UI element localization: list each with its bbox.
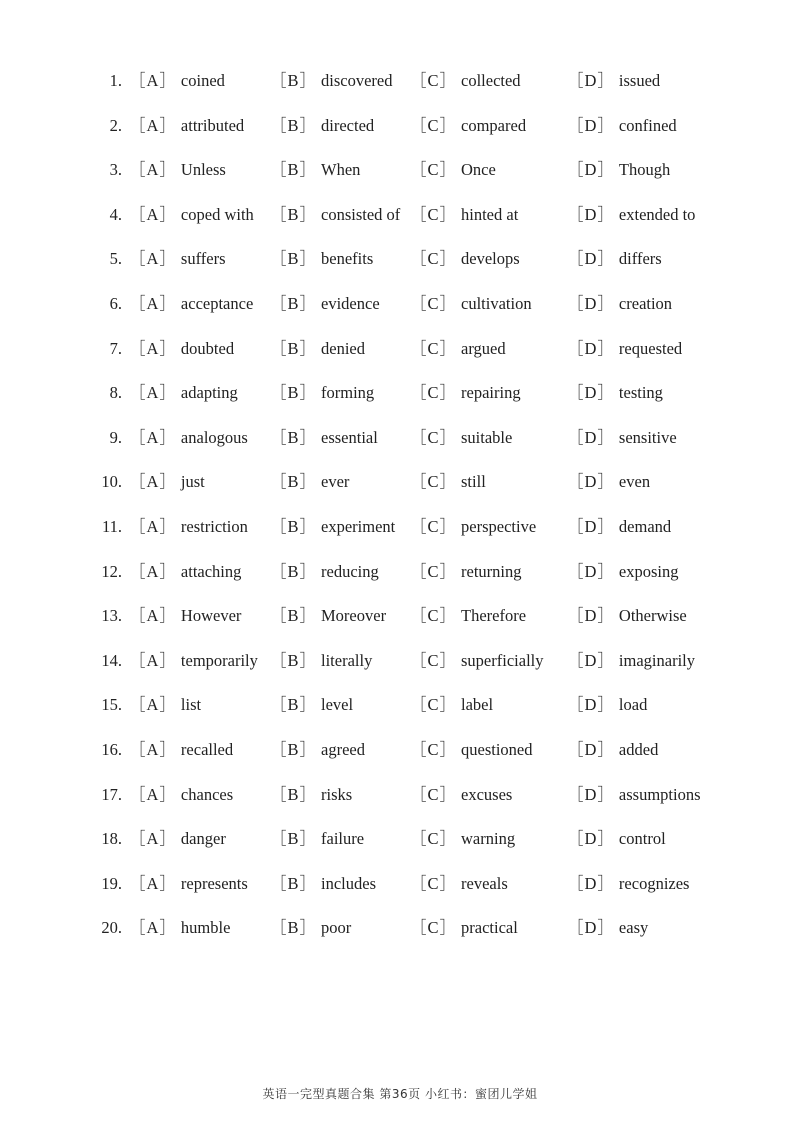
option-d — [567, 148, 670, 193]
option-text-a: restriction — [180, 516, 248, 536]
option-d — [567, 59, 660, 104]
option-text-a: coped with — [180, 204, 254, 224]
option-text-d: control — [618, 829, 666, 849]
option-c — [410, 104, 526, 149]
option-text-c: questioned — [461, 739, 533, 759]
option-text-d: Though — [618, 160, 671, 180]
option-text-a: humble — [180, 918, 231, 938]
option-text-a: coined — [180, 71, 225, 90]
option-marker-c: ［C］ — [410, 427, 458, 447]
option-text-d: creation — [618, 293, 673, 313]
option-text-c: practical — [461, 918, 518, 938]
option-b — [270, 59, 393, 104]
option-marker-b: ［B］ — [270, 383, 318, 403]
option-text-b: level — [321, 695, 354, 715]
question-row — [0, 639, 800, 684]
option-a — [129, 862, 248, 907]
question-row — [0, 862, 800, 907]
option-marker-b: ［B］ — [270, 204, 318, 224]
option-c — [410, 817, 515, 862]
option-text-b: directed — [321, 115, 375, 135]
option-marker-b: ［B］ — [270, 739, 318, 759]
option-marker-a: ［A］ — [129, 293, 177, 313]
question-number: 8. — [109, 383, 122, 403]
question-number: 4. — [109, 204, 122, 224]
option-text-a: suffers — [180, 249, 226, 269]
question-row — [0, 594, 800, 639]
option-d — [567, 594, 687, 639]
question-number: 12. — [101, 561, 122, 581]
option-text-c: collected — [461, 71, 521, 90]
option-marker-b: ［B］ — [270, 472, 318, 492]
option-text-b: consisted of — [321, 204, 401, 224]
option-c — [410, 237, 520, 282]
option-marker-b: ［B］ — [270, 249, 318, 269]
question-row — [0, 59, 800, 104]
option-text-b: forming — [321, 383, 375, 403]
option-text-d: Otherwise — [618, 606, 687, 626]
question-row — [0, 237, 800, 282]
question-row — [0, 773, 800, 818]
option-b — [270, 594, 386, 639]
option-marker-a: ［A］ — [129, 606, 177, 626]
option-marker-a: ［A］ — [129, 784, 177, 804]
option-marker-b: ［B］ — [270, 427, 318, 447]
option-marker-a: ［A］ — [129, 71, 177, 90]
option-marker-d: ［D］ — [567, 160, 615, 180]
question-number: 14. — [101, 650, 122, 670]
page-footer: 英语一完型真题合集 第36页 小红书：蜜团儿学姐 — [262, 1087, 538, 1101]
option-marker-d: ［D］ — [567, 873, 615, 893]
option-c — [410, 728, 533, 773]
option-text-d: testing — [618, 383, 663, 403]
option-b — [270, 104, 374, 149]
option-a — [129, 59, 225, 104]
option-b — [270, 862, 376, 907]
option-a — [129, 728, 233, 773]
option-marker-c: ［C］ — [410, 918, 458, 938]
question-row — [0, 282, 800, 327]
option-text-c: Once — [461, 160, 496, 180]
question-number: 17. — [101, 784, 122, 804]
option-text-b: essential — [321, 427, 378, 447]
option-b — [270, 193, 400, 238]
option-marker-d: ［D］ — [567, 115, 615, 135]
question-number: 2. — [109, 115, 122, 135]
option-a — [129, 327, 234, 372]
option-text-b: denied — [321, 338, 365, 358]
option-a — [129, 237, 226, 282]
option-b — [270, 683, 353, 728]
question-number: 13. — [101, 606, 122, 626]
option-marker-a: ［A］ — [129, 115, 177, 135]
option-text-b: ever — [321, 472, 350, 492]
option-d — [567, 193, 695, 238]
option-text-a: temporarily — [180, 650, 258, 670]
option-text-c: perspective — [461, 516, 537, 536]
option-c — [410, 371, 521, 416]
option-b — [270, 148, 360, 193]
option-text-d: even — [618, 472, 651, 492]
option-text-c: repairing — [461, 383, 521, 403]
option-marker-d: ［D］ — [567, 472, 615, 492]
option-text-a: attaching — [180, 561, 242, 581]
question-row — [0, 371, 800, 416]
option-d — [567, 817, 666, 862]
question-row — [0, 148, 800, 193]
question-row — [0, 728, 800, 773]
option-marker-b: ［B］ — [270, 338, 318, 358]
option-text-d: demand — [618, 516, 672, 536]
option-d — [567, 773, 701, 818]
option-text-c: suitable — [461, 427, 513, 447]
option-marker-c: ［C］ — [410, 115, 458, 135]
option-text-a: adapting — [180, 383, 238, 403]
option-c — [410, 193, 518, 238]
option-marker-b: ［B］ — [270, 293, 318, 313]
option-d — [567, 237, 662, 282]
question-number: 3. — [109, 160, 122, 180]
option-b — [270, 906, 351, 951]
option-text-a: just — [180, 472, 205, 492]
option-marker-d: ［D］ — [567, 204, 615, 224]
option-c — [410, 416, 512, 461]
option-text-c: warning — [461, 829, 516, 849]
option-marker-a: ［A］ — [129, 739, 177, 759]
option-marker-a: ［A］ — [129, 249, 177, 269]
option-text-b: experiment — [321, 516, 396, 536]
option-b — [270, 728, 365, 773]
option-text-b: literally — [321, 650, 373, 670]
option-d — [567, 327, 682, 372]
option-text-b: benefits — [321, 249, 374, 269]
option-text-b: When — [321, 160, 361, 180]
option-text-a: analogous — [180, 427, 248, 447]
option-d — [567, 416, 677, 461]
option-marker-a: ［A］ — [129, 204, 177, 224]
option-marker-c: ［C］ — [410, 695, 458, 715]
question-number: 11. — [101, 516, 122, 536]
option-d — [567, 282, 672, 327]
option-marker-c: ［C］ — [410, 472, 458, 492]
option-marker-a: ［A］ — [129, 829, 177, 849]
option-text-b: evidence — [321, 293, 380, 313]
option-b — [270, 237, 373, 282]
question-row — [0, 104, 800, 149]
option-marker-d: ［D］ — [567, 383, 615, 403]
option-text-d: confined — [618, 115, 677, 135]
option-marker-c: ［C］ — [410, 338, 458, 358]
option-text-d: added — [618, 739, 659, 759]
option-text-a: attributed — [180, 115, 245, 135]
option-text-b: risks — [321, 784, 353, 804]
option-a — [129, 906, 230, 951]
option-text-a: list — [180, 695, 202, 715]
option-text-d: recognizes — [618, 873, 690, 893]
option-a — [129, 505, 248, 550]
question-number: 16. — [101, 739, 122, 759]
option-c — [410, 683, 493, 728]
option-a — [129, 371, 238, 416]
option-c — [410, 594, 526, 639]
option-marker-b: ［B］ — [270, 160, 318, 180]
option-marker-a: ［A］ — [129, 516, 177, 536]
option-b — [270, 639, 372, 684]
option-marker-a: ［A］ — [129, 160, 177, 180]
option-c — [410, 59, 521, 104]
option-marker-d: ［D］ — [567, 338, 615, 358]
option-text-d: imaginarily — [618, 650, 695, 670]
option-marker-c: ［C］ — [410, 784, 458, 804]
option-text-a: chances — [180, 784, 234, 804]
option-marker-c: ［C］ — [410, 160, 458, 180]
question-row — [0, 817, 800, 862]
option-marker-a: ［A］ — [129, 472, 177, 492]
option-text-a: danger — [180, 829, 226, 849]
option-marker-c: ［C］ — [410, 249, 458, 269]
option-text-c: develops — [461, 249, 520, 269]
option-c — [410, 282, 532, 327]
option-text-d: load — [618, 695, 648, 715]
option-marker-b: ［B］ — [270, 918, 318, 938]
option-b — [270, 460, 349, 505]
question-number: 18. — [101, 829, 122, 849]
option-marker-c: ［C］ — [410, 650, 458, 670]
option-a — [129, 817, 226, 862]
option-text-c: reveals — [461, 873, 508, 893]
option-a — [129, 104, 244, 149]
option-marker-b: ［B］ — [270, 516, 318, 536]
option-d — [567, 728, 658, 773]
question-row — [0, 683, 800, 728]
option-c — [410, 639, 543, 684]
option-c — [410, 550, 522, 595]
option-text-d: exposing — [618, 561, 679, 581]
option-marker-c: ［C］ — [410, 293, 458, 313]
option-b — [270, 416, 378, 461]
option-d — [567, 550, 679, 595]
option-marker-c: ［C］ — [410, 71, 458, 90]
option-a — [129, 773, 233, 818]
option-marker-a: ［A］ — [129, 383, 177, 403]
option-text-a: recalled — [180, 739, 234, 759]
option-c — [410, 148, 496, 193]
option-text-b: failure — [321, 829, 365, 849]
question-row — [0, 460, 800, 505]
option-marker-d: ［D］ — [567, 829, 615, 849]
option-a — [129, 148, 226, 193]
option-text-d: extended to — [618, 204, 696, 224]
option-marker-a: ［A］ — [129, 338, 177, 358]
option-text-c: returning — [461, 561, 522, 581]
option-marker-b: ［B］ — [270, 71, 318, 90]
option-d — [567, 505, 671, 550]
option-b — [270, 773, 352, 818]
question-number: 20. — [101, 918, 122, 938]
option-text-b: includes — [321, 873, 377, 893]
question-number: 6. — [109, 293, 122, 313]
option-b — [270, 282, 380, 327]
option-marker-b: ［B］ — [270, 650, 318, 670]
option-marker-d: ［D］ — [567, 918, 615, 938]
question-number: 5. — [109, 249, 122, 269]
option-text-b: poor — [321, 918, 352, 938]
question-number: 15. — [101, 695, 122, 715]
option-a — [129, 193, 254, 238]
option-marker-c: ［C］ — [410, 739, 458, 759]
option-d — [567, 639, 695, 684]
option-marker-c: ［C］ — [410, 606, 458, 626]
option-b — [270, 817, 364, 862]
option-text-a: Unless — [180, 160, 226, 180]
option-c — [410, 505, 536, 550]
option-marker-d: ［D］ — [567, 427, 615, 447]
question-row — [0, 327, 800, 372]
option-marker-b: ［B］ — [270, 115, 318, 135]
option-c — [410, 327, 506, 372]
option-a — [129, 639, 258, 684]
option-d — [567, 460, 650, 505]
option-marker-b: ［B］ — [270, 829, 318, 849]
option-marker-d: ［D］ — [567, 71, 615, 90]
option-marker-c: ［C］ — [410, 829, 458, 849]
option-text-d: differs — [618, 249, 662, 269]
option-text-c: excuses — [461, 784, 513, 804]
option-marker-c: ［C］ — [410, 873, 458, 893]
option-marker-d: ［D］ — [567, 293, 615, 313]
option-marker-c: ［C］ — [410, 516, 458, 536]
option-text-b: reducing — [321, 561, 379, 581]
option-a — [129, 282, 253, 327]
option-marker-d: ［D］ — [567, 249, 615, 269]
option-a — [129, 460, 205, 505]
option-marker-c: ［C］ — [410, 204, 458, 224]
option-text-a: doubted — [180, 338, 235, 358]
question-list — [0, 59, 800, 951]
option-c — [410, 773, 512, 818]
option-text-a: represents — [180, 873, 248, 893]
option-marker-b: ［B］ — [270, 873, 318, 893]
option-c — [410, 460, 486, 505]
option-marker-d: ［D］ — [567, 516, 615, 536]
option-b — [270, 550, 379, 595]
option-text-c: Therefore — [461, 606, 527, 626]
option-marker-d: ［D］ — [567, 561, 615, 581]
option-text-a: However — [180, 606, 242, 626]
option-marker-b: ［B］ — [270, 561, 318, 581]
option-text-c: argued — [461, 338, 506, 358]
option-text-c: label — [461, 695, 494, 715]
option-text-c: compared — [461, 115, 527, 135]
option-marker-d: ［D］ — [567, 739, 615, 759]
option-marker-b: ［B］ — [270, 784, 318, 804]
option-marker-a: ［A］ — [129, 873, 177, 893]
option-b — [270, 371, 374, 416]
question-number: 1. — [109, 71, 122, 90]
option-marker-a: ［A］ — [129, 695, 177, 715]
option-text-c: still — [461, 472, 486, 492]
option-text-b: agreed — [321, 739, 365, 759]
option-c — [410, 862, 508, 907]
question-number: 9. — [109, 427, 122, 447]
option-text-c: hinted at — [461, 204, 519, 224]
option-text-d: sensitive — [618, 427, 677, 447]
option-c — [410, 906, 518, 951]
option-d — [567, 683, 647, 728]
option-text-d: assumptions — [618, 784, 701, 804]
option-marker-c: ［C］ — [410, 383, 458, 403]
option-d — [567, 906, 648, 951]
option-d — [567, 371, 663, 416]
question-row — [0, 550, 800, 595]
option-text-b: Moreover — [321, 606, 387, 626]
option-marker-d: ［D］ — [567, 606, 615, 626]
option-a — [129, 416, 248, 461]
question-row — [0, 416, 800, 461]
option-a — [129, 550, 241, 595]
option-marker-d: ［D］ — [567, 650, 615, 670]
option-d — [567, 104, 677, 149]
option-text-c: superficially — [461, 650, 544, 670]
option-text-c: cultivation — [461, 293, 532, 313]
option-marker-b: ［B］ — [270, 695, 318, 715]
option-marker-d: ［D］ — [567, 695, 615, 715]
option-d — [567, 862, 689, 907]
question-row — [0, 906, 800, 951]
option-text-d: easy — [618, 918, 649, 938]
option-b — [270, 327, 365, 372]
option-marker-a: ［A］ — [129, 427, 177, 447]
option-text-a: acceptance — [180, 293, 254, 313]
question-number: 19. — [101, 873, 122, 893]
option-a — [129, 683, 201, 728]
option-text-b: discovered — [321, 71, 393, 90]
question-number: 10. — [101, 472, 122, 492]
option-b — [270, 505, 395, 550]
option-marker-d: ［D］ — [567, 784, 615, 804]
option-marker-a: ［A］ — [129, 561, 177, 581]
question-row — [0, 505, 800, 550]
option-marker-a: ［A］ — [129, 918, 177, 938]
question-number: 7. — [109, 338, 122, 358]
option-marker-c: ［C］ — [410, 561, 458, 581]
option-text-d: requested — [618, 338, 683, 358]
question-row — [0, 193, 800, 238]
option-marker-a: ［A］ — [129, 650, 177, 670]
option-marker-b: ［B］ — [270, 606, 318, 626]
option-a — [129, 594, 241, 639]
option-text-d: issued — [618, 71, 661, 90]
